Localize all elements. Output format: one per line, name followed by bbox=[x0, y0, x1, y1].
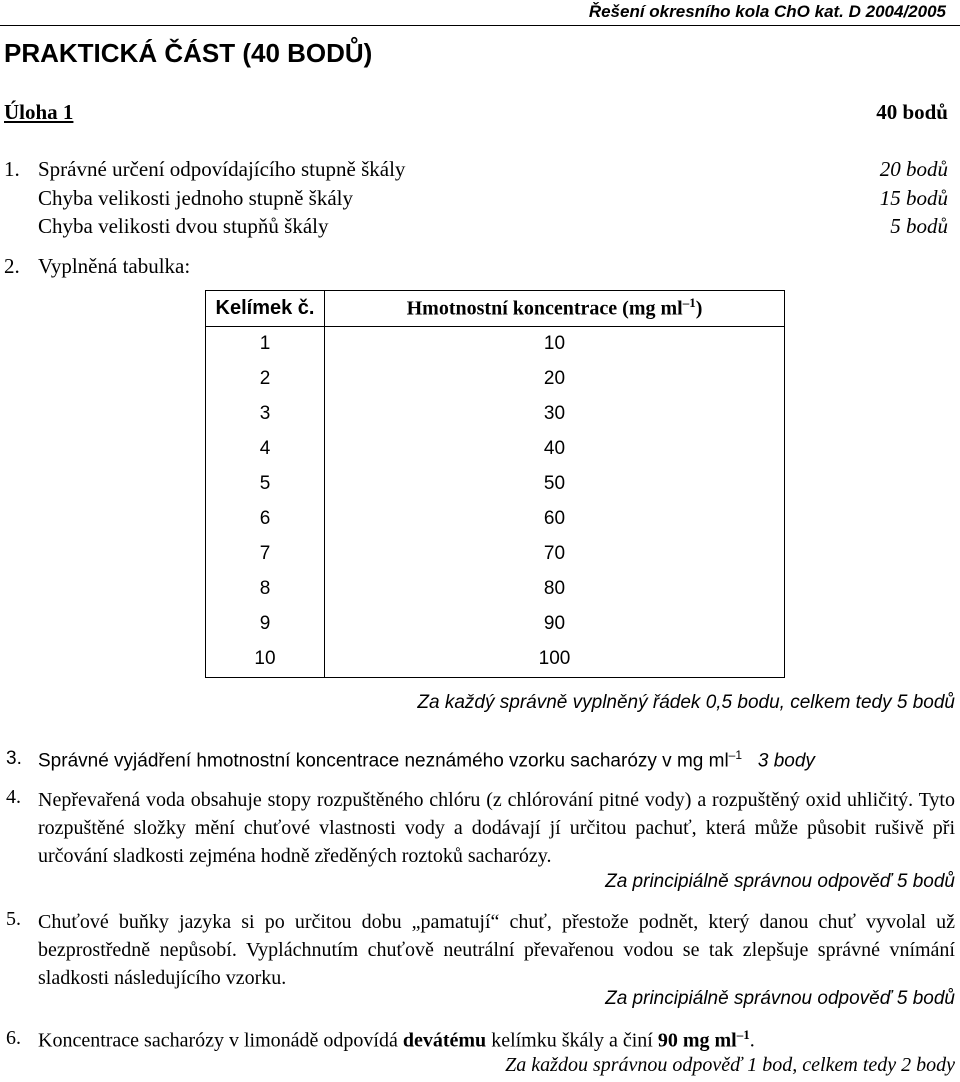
item6-line bbox=[38, 1027, 755, 1053]
cup-number: 4 bbox=[206, 432, 325, 467]
item2-score: Za každý správně vyplněný řádek 0,5 bodu, celkem tedy 5 bodů bbox=[417, 692, 955, 713]
task-points: 40 bodů bbox=[876, 100, 948, 124]
cup-number: 1 bbox=[206, 326, 325, 362]
cup-number: 9 bbox=[206, 607, 325, 642]
item3-line bbox=[38, 748, 815, 772]
cup-number: 6 bbox=[206, 502, 325, 537]
item6-bold-value: 90 mg ml bbox=[657, 1029, 737, 1052]
concentration-value: 20 bbox=[543, 368, 566, 390]
item4-number: 4. bbox=[6, 786, 21, 808]
table-row bbox=[206, 607, 785, 642]
item1-row-points: 20 bodů bbox=[879, 157, 948, 181]
item1-row-points: 5 bodů bbox=[890, 214, 948, 238]
table-row bbox=[206, 502, 785, 537]
item3-text: Správné vyjádření hmotnostní koncentrace neznámého vzorku sacharózy v mg ml bbox=[38, 750, 729, 772]
concentration-value: 40 bbox=[543, 438, 566, 460]
task-label: Úloha 1 bbox=[4, 100, 74, 124]
concentration-value: 50 bbox=[543, 473, 566, 495]
item5-text: Chuťové buňky jazyka si po určitou dobu „pamatují“ chuť, přestože podnět, který danou chuť vyvolal už bezprostředně nepůsobí. Vypláchnutím chuťově neutrální převařenou vodou se tak zlepšuje správné vnímání sladkosti následujícího vzorku. bbox=[38, 911, 955, 989]
item1-row-text: Chyba velikosti jednoho stupně škály bbox=[38, 186, 353, 210]
table-row bbox=[206, 642, 785, 678]
concentration-value: 60 bbox=[543, 508, 566, 530]
cup-number: 7 bbox=[206, 537, 325, 572]
item1-row-text: Chyba velikosti dvou stupňů škály bbox=[38, 214, 329, 238]
cup-number: 5 bbox=[206, 467, 325, 502]
concentration-value: 100 bbox=[538, 648, 571, 670]
col-header-exponent: –1 bbox=[682, 295, 696, 311]
item3-points: 3 body bbox=[757, 750, 815, 772]
item1-row-points: 15 bodů bbox=[879, 186, 948, 210]
cup-number: 10 bbox=[206, 642, 325, 678]
item4-text: Nepřevařená voda obsahuje stopy rozpuštěného chlóru (z chlórování pitné vody) a rozpuštěný oxid uhličitý. Tyto rozpuštěné složky mění chuťové vlastnosti vody a dodávají jí určitou pachuť, která může působit rušivě při určování sladkosti zejména hodně zředěných roztoků sacharózy. bbox=[38, 789, 955, 867]
col-header-concentration bbox=[325, 291, 785, 327]
table-row bbox=[206, 362, 785, 397]
header-rule bbox=[0, 25, 960, 26]
table-row bbox=[206, 537, 785, 572]
item4-score: Za principiálně správnou odpověď 5 bodů bbox=[605, 871, 955, 892]
item1-number: 1. bbox=[4, 157, 20, 181]
item2-number: 2. bbox=[4, 254, 20, 278]
item5-number: 5. bbox=[6, 908, 21, 930]
item1-row-text: Správné určení odpovídajícího stupně škály bbox=[38, 157, 406, 181]
col-header-concentration-text: Hmotnostní koncentrace (mg ml bbox=[406, 298, 683, 321]
cup-number: 2 bbox=[206, 362, 325, 397]
item3-exponent: –1 bbox=[728, 748, 743, 762]
table-row bbox=[206, 572, 785, 607]
item6-bold-ordinal: devátému bbox=[402, 1029, 487, 1052]
col-header-close: ) bbox=[695, 298, 703, 321]
table-row bbox=[206, 326, 785, 362]
col-header-cup: Kelímek č. bbox=[206, 291, 325, 327]
item6-text-before: Koncentrace sacharózy v limonádě odpovídá bbox=[38, 1029, 398, 1052]
item6-text-mid: kelímku škály a činí bbox=[491, 1029, 653, 1052]
section-title: PRAKTICKÁ ČÁST (40 BODŮ) bbox=[4, 38, 373, 68]
table-row bbox=[206, 397, 785, 432]
concentration-table bbox=[205, 290, 785, 678]
item6-exponent: –1 bbox=[736, 1027, 750, 1042]
item3-number: 3. bbox=[6, 748, 22, 769]
table-row bbox=[206, 432, 785, 467]
running-title: Řešení okresního kola ChO kat. D 2004/2005 bbox=[588, 2, 946, 21]
concentration-value: 30 bbox=[543, 403, 566, 425]
concentration-value: 70 bbox=[543, 543, 566, 565]
concentration-value: 10 bbox=[543, 333, 566, 355]
table-header-row bbox=[206, 291, 785, 327]
table-row bbox=[206, 467, 785, 502]
item6-number: 6. bbox=[6, 1027, 21, 1049]
concentration-value: 90 bbox=[543, 613, 566, 635]
item6-score: Za každou správnou odpověď 1 bod, celkem tedy 2 body bbox=[505, 1054, 955, 1076]
item6-text-end: . bbox=[749, 1029, 755, 1052]
concentration-value: 80 bbox=[543, 578, 566, 600]
item2-text: Vyplněná tabulka: bbox=[38, 254, 191, 278]
cup-number: 8 bbox=[206, 572, 325, 607]
cup-number: 3 bbox=[206, 397, 325, 432]
item5-score: Za principiálně správnou odpověď 5 bodů bbox=[605, 988, 955, 1009]
